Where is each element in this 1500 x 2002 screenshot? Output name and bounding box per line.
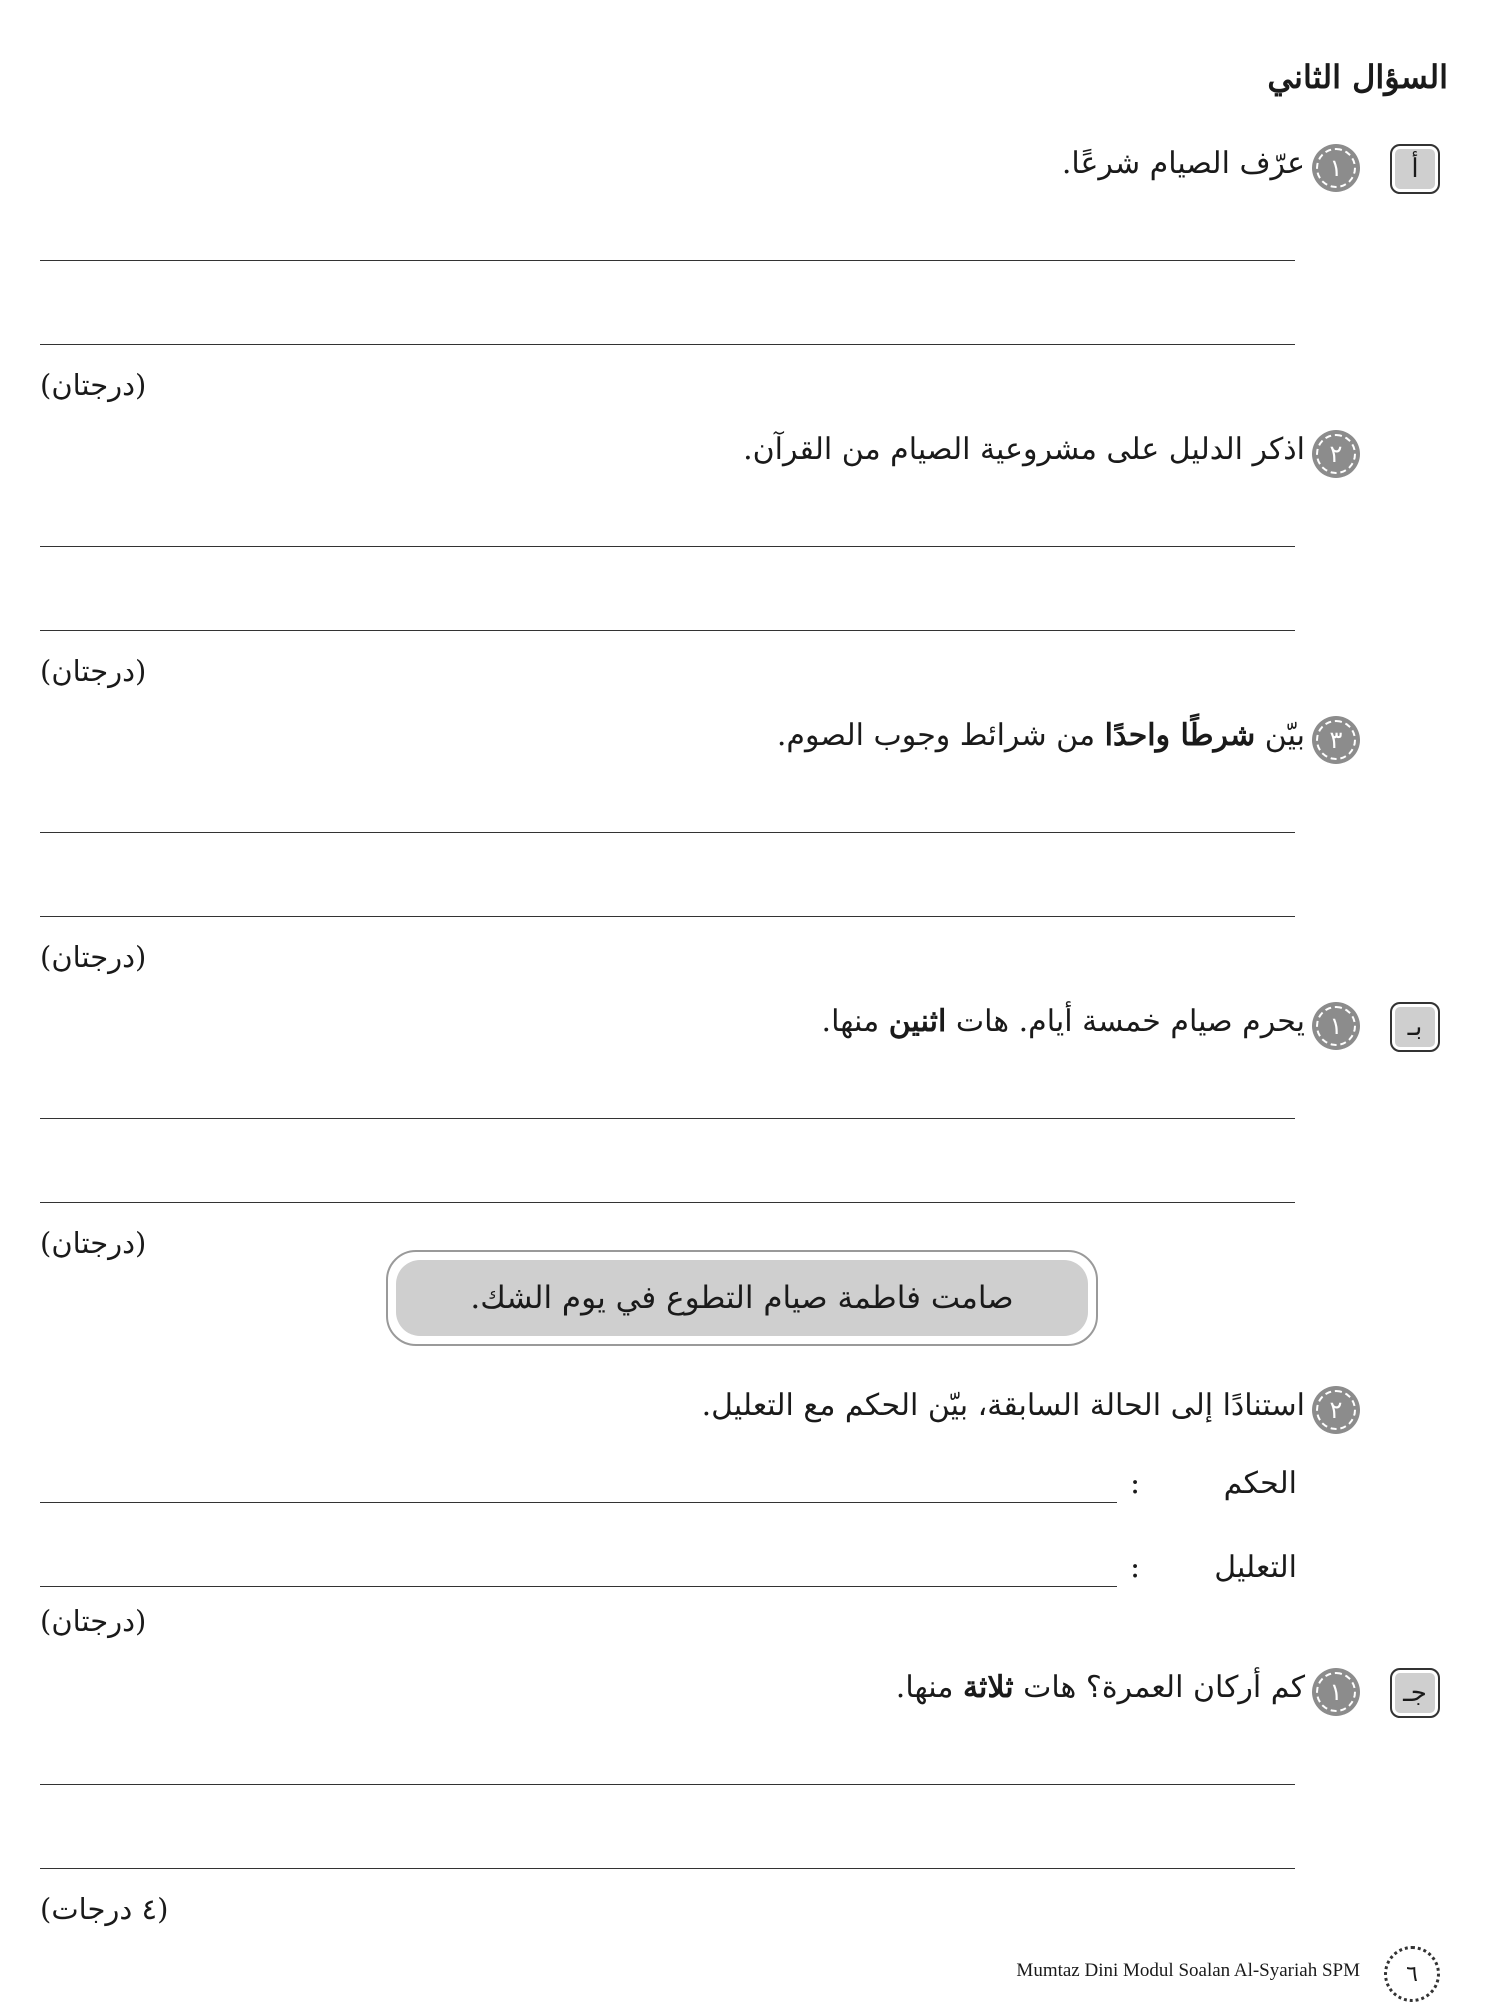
ruling-label: الحكم: [1223, 1466, 1297, 1501]
question-c1-text-bold: ثلاثة: [962, 1670, 1014, 1705]
section-c-label: جـ: [1403, 1678, 1427, 1708]
question-b1-number: [1312, 1002, 1360, 1050]
marks-c1: (٤ درجات): [40, 1892, 169, 1926]
answer-line-a1-1[interactable]: [40, 260, 1295, 261]
question-b1-number-text: ١: [1329, 1012, 1343, 1040]
marks-a1: (درجتان): [40, 368, 147, 402]
question-a1-number: [1312, 144, 1360, 192]
question-a3-text-end: من شرائط وجوب الصوم.: [776, 718, 1105, 753]
question-a3-text: [777, 718, 1305, 753]
question-b1-text-bold: اثنين: [888, 1004, 947, 1039]
question-a2-number-text: ٢: [1329, 440, 1343, 468]
marks-a2: (درجتان): [40, 654, 147, 688]
answer-line-c1-2[interactable]: [40, 1868, 1295, 1869]
question-a2-number: [1312, 430, 1360, 478]
question-c1-number-text: ١: [1329, 1678, 1343, 1706]
question-a3-number: [1312, 716, 1360, 764]
question-c1-text-start: كم أركان العمرة؟ هات: [1013, 1670, 1305, 1705]
question-a3-text-bold: شرطًا واحدًا: [1104, 718, 1256, 753]
answer-line-b1-2[interactable]: [40, 1202, 1295, 1203]
question-b2-number-text: ٢: [1329, 1396, 1343, 1424]
section-c-badge: [1390, 1668, 1440, 1718]
question-b2-text: استنادًا إلى الحالة السابقة، بيّن الحكم مع التعليل.: [701, 1388, 1305, 1423]
section-b-badge: [1390, 1002, 1440, 1052]
question-c1-number: [1312, 1668, 1360, 1716]
case-scenario-text: صامت فاطمة صيام التطوع في يوم الشك.: [396, 1260, 1088, 1336]
reason-colon: :: [1130, 1550, 1141, 1585]
question-b1-text: [822, 1004, 1305, 1039]
question-c1-text: [896, 1670, 1305, 1705]
answer-line-a2-1[interactable]: [40, 546, 1295, 547]
page-title: السؤال الثاني: [1267, 58, 1448, 96]
answer-line-a3-1[interactable]: [40, 832, 1295, 833]
question-a1-text: عرّف الصيام شرعًا.: [1061, 146, 1305, 181]
question-a2-text: اذكر الدليل على مشروعية الصيام من القرآن.: [743, 432, 1305, 467]
case-scenario-box: [386, 1250, 1098, 1346]
section-a-badge: [1390, 144, 1440, 194]
footer-book-title: Mumtaz Dini Modul Soalan Al-Syariah SPM: [1016, 1960, 1360, 1981]
marks-b1: (درجتان): [40, 1226, 147, 1260]
answer-line-a1-2[interactable]: [40, 344, 1295, 345]
reason-label: التعليل: [1214, 1550, 1297, 1585]
answer-line-a2-2[interactable]: [40, 630, 1295, 631]
page-number: ٦: [1406, 1961, 1418, 1987]
question-b1-text-end: منها.: [821, 1004, 889, 1039]
ruling-colon: :: [1130, 1466, 1141, 1501]
answer-line-c1-1[interactable]: [40, 1784, 1295, 1785]
section-a-label: أ: [1411, 154, 1419, 184]
question-b1-text-start: يحرم صيام خمسة أيام. هات: [946, 1004, 1305, 1039]
question-a3-number-text: ٣: [1329, 726, 1343, 754]
ruling-answer-line[interactable]: [40, 1502, 1117, 1503]
answer-line-a3-2[interactable]: [40, 916, 1295, 917]
question-c1-text-end: منها.: [895, 1670, 963, 1705]
question-b2-number: [1312, 1386, 1360, 1434]
marks-b2: (درجتان): [40, 1604, 147, 1638]
page-number-badge: [1384, 1946, 1440, 2002]
answer-line-b1-1[interactable]: [40, 1118, 1295, 1119]
question-a3-text-start: بيّن: [1255, 718, 1305, 753]
marks-a3: (درجتان): [40, 940, 147, 974]
section-b-label: بـ: [1407, 1012, 1423, 1042]
question-a1-number-text: ١: [1329, 154, 1343, 182]
reason-answer-line[interactable]: [40, 1586, 1117, 1587]
